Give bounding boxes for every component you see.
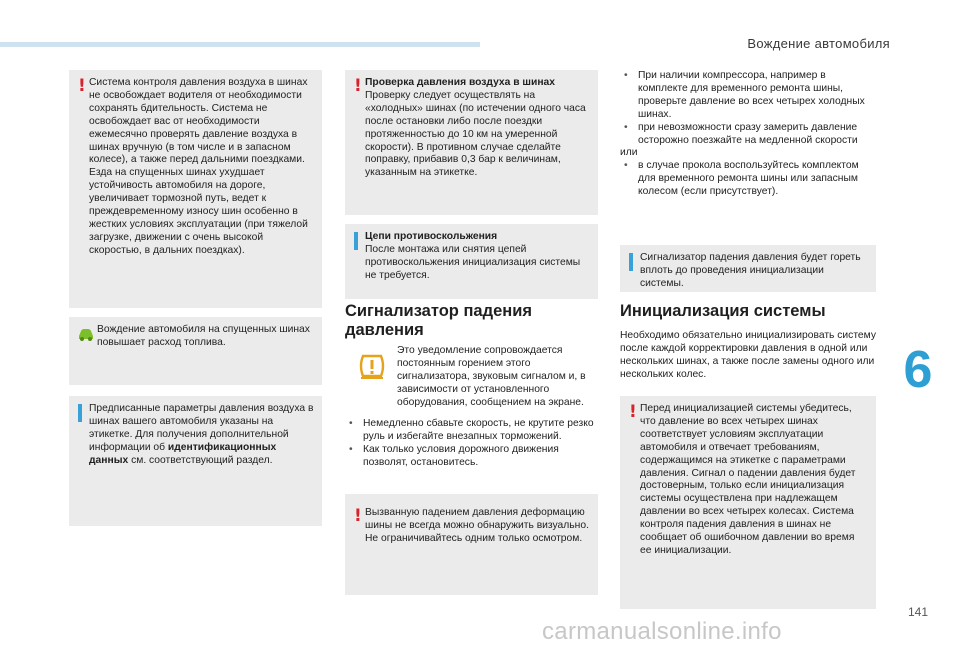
info-text-part: Предписанные параметры давления воздуха в шинах вашего автомобиля указаны на этикетке. Для получения дополнительной информации об	[89, 403, 314, 453]
list-item: • Как только условия дорожного движения позволят, остановитесь.	[345, 444, 598, 470]
heading-initialization: Инициализация системы	[620, 302, 826, 320]
chapter-number: 6	[903, 341, 933, 399]
info-text: Сигнализатор падения давления будет гореть вплоть до проведения инициализации системы.	[640, 252, 861, 289]
box-title: Цепи противоскольжения	[365, 231, 498, 242]
list-item: • при невозможности сразу замерить давление осторожно поезжайте на медленной скорости	[620, 122, 875, 148]
warning-box-system	[69, 70, 322, 308]
initialization-description: Необходимо обязательно инициализировать систему после каждой корректировки давления в одной или нескольких шинах, а также после замены одного или нескольких колес.	[620, 330, 876, 380]
list-item: • в случае прокола воспользуйтесь комплектом для временного ремонта шины или запасным колесом (если присутствует).	[620, 160, 875, 199]
warning-text: Вызванную падением давления деформацию шины не всегда можно обнаружить визуально. Не ограничивайтесь одним только осмотром.	[365, 507, 589, 544]
action-list	[345, 418, 598, 470]
box-body: Проверку следует осуществлять на «холодных» шинах (по истечении одного часа после остановки либо после поездки протяженностью до 10 км на умеренной скорости). В противном случае сделайте поправку, прибавив 0,3 бар к величинам, указанным на этикетке.	[365, 89, 586, 179]
alert-description: Это уведомление сопровождается постоянным горением этого сигнализатора, звуковым сигналом и, в зависимости от установленного оборудования, сообщением на экране.	[397, 345, 586, 408]
repair-instructions	[620, 70, 875, 199]
warning-icon: !	[354, 76, 362, 96]
instruction-list	[620, 70, 875, 199]
info-content	[365, 231, 590, 283]
info-icon	[78, 404, 82, 422]
header-bar	[0, 42, 480, 47]
info-text	[89, 403, 314, 468]
warning-text: Перед инициализацией системы убедитесь, что давление во всех четырех шинах соответствует условиям эксплуатации автомобиля и отвечает требованиям, содержащимся на этикетке с параметрами давления. Сигнал о падении давления будет достоверным, только если инициализация системы осуществлена при надлежащем давлении во всех четырех колесах. Система контроля падения давления в шинах не сообщает об ошибочном давлении во время ее инициализации.	[640, 403, 856, 556]
warning-box-deformation	[345, 494, 598, 595]
page-number: 141	[907, 605, 928, 619]
info-icon	[629, 253, 633, 271]
box-title: Проверка давления воздуха в шинах	[365, 77, 556, 88]
warning-text: Система контроля давления воздуха в шинах не освобождает водителя от необходимости сохранять бдительность. Система не освобождает вас от необходимости ежемесячно проверять давление воздуха в шинах вручную (в том числе и в запасном колесе), а также перед дальними поездками. Езда на спущенных шинах ухудшает устойчивость автомобиля на дороге, увеличивает тормозной путь, ведет к преждевременному износу шин особенно в жестких условиях эксплуатации (при тяжелой загрузке, движении с очень высокой скоростью, в дальних поездках).	[89, 77, 308, 256]
warning-box-initialization	[620, 396, 876, 609]
box-body: После монтажа или снятия цепей противоскольжения инициализация системы не требуется.	[365, 243, 581, 281]
list-item: • Немедленно сбавьте скорость, не крутите резко руль и избегайте внезапных торможений.	[345, 418, 598, 444]
tyre-alert-icon	[357, 353, 387, 384]
info-box-labels	[69, 396, 322, 526]
info-box-indicator	[620, 245, 876, 292]
warning-icon: !	[629, 402, 637, 422]
heading-pressure-alert: Сигнализатор падения давления	[345, 302, 532, 339]
watermark: carmanualsonline.info	[542, 618, 782, 645]
eco-car-icon	[77, 326, 95, 347]
warning-icon: !	[78, 76, 86, 96]
alert-actions	[345, 418, 598, 470]
eco-box	[69, 317, 322, 385]
warning-content	[365, 77, 590, 180]
eco-text: Вождение автомобиля на спущенных шинах повышает расход топлива.	[97, 324, 310, 348]
section-title: Вождение автомобиля	[747, 36, 890, 51]
list-separator: или	[620, 147, 638, 159]
info-icon	[354, 232, 358, 250]
warning-icon: !	[354, 506, 362, 526]
info-text-link: идентификационных данных	[89, 441, 277, 466]
info-box-chains	[345, 224, 598, 299]
warning-box-check	[345, 70, 598, 215]
info-text-part: см. соответствующий раздел.	[128, 454, 273, 466]
list-item: • При наличии компрессора, например в комплекте для временного ремонта шины, проверьте давление во всех четырех холодных шинах.	[620, 70, 875, 122]
